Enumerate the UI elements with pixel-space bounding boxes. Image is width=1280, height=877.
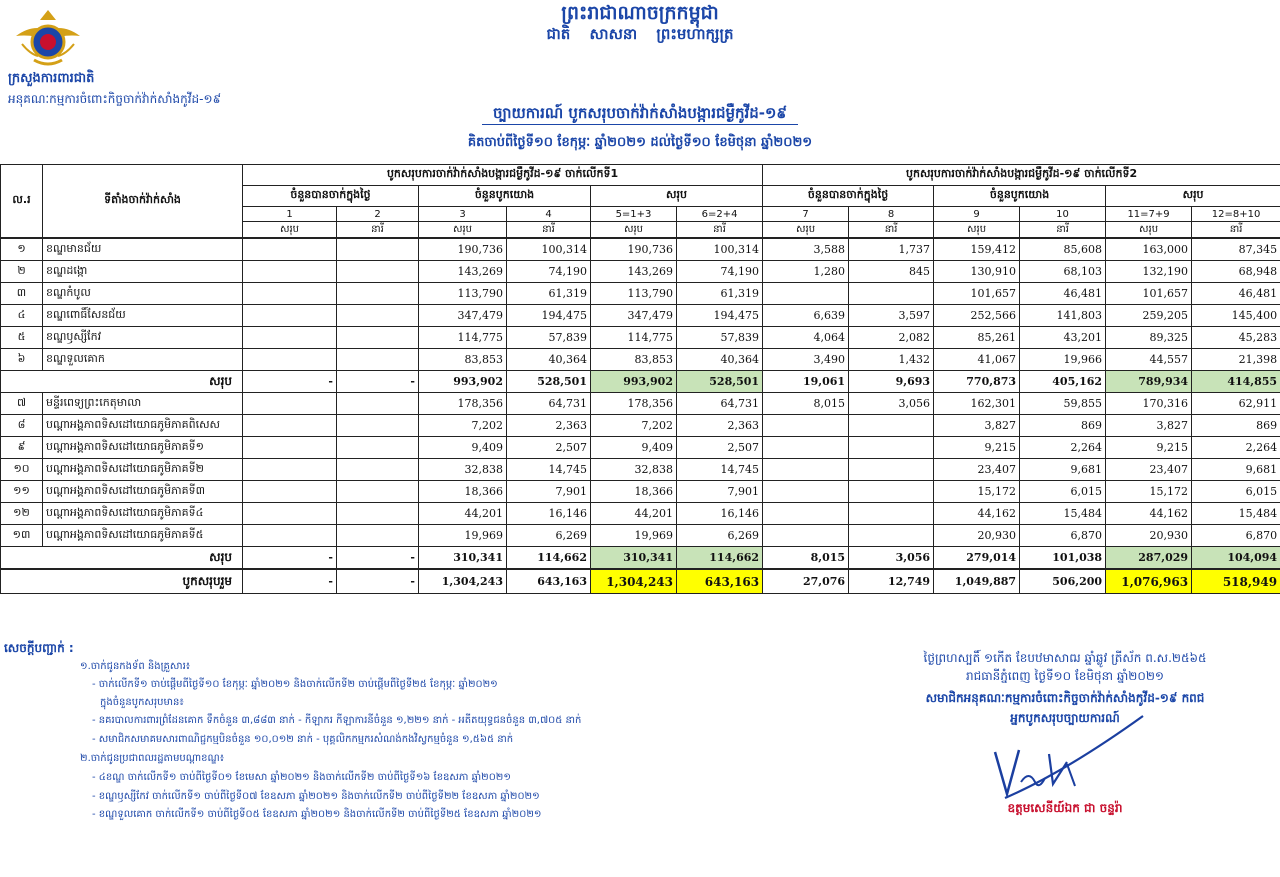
cell-value: 993,902 — [419, 371, 507, 393]
note-line: - ខណ្ឌឫស្សីកែវ ចាក់លើកទី១ ចាប់ពីថ្ងៃទី០៧ ខែឧសភា ឆ្នាំ២០២១ និងចាក់លើកទី២ ចាប់ពីថ្ងៃទី២២ ខែឧសភា ឆ្នាំ២០២១ — [92, 791, 540, 802]
cell-value: 44,162 — [934, 503, 1020, 525]
cell-value — [849, 415, 934, 437]
cell-value — [243, 525, 337, 547]
cell-value — [243, 503, 337, 525]
header-dose1: បូកសរុបការចាក់វ៉ាក់សាំងបង្ការជម្ងឺកូវីដ-១៩ ចាក់លើកទី1 — [243, 165, 763, 186]
cell-value — [337, 349, 419, 371]
cell-value: 1,076,963 — [1106, 569, 1192, 594]
row-number: ៦ — [1, 349, 43, 371]
cell-value: 1,432 — [849, 349, 934, 371]
cell-value: 3,597 — [849, 305, 934, 327]
table-row — [1, 283, 1280, 305]
cell-value: 9,409 — [419, 437, 507, 459]
row-number: ៣ — [1, 283, 43, 305]
cell-value: 15,172 — [1106, 481, 1192, 503]
cell-value: 104,094 — [1192, 547, 1280, 570]
row-place-name: បណ្ដាអង្គភាពទិសដៅយោធភូមិភាគទី១ — [43, 437, 243, 459]
title-underline — [482, 124, 798, 125]
cell-value: 2,264 — [1020, 437, 1106, 459]
cell-value: 2,363 — [507, 415, 591, 437]
table-row — [1, 327, 1280, 349]
grand-total-row — [1, 569, 1280, 594]
cell-value: 143,269 — [419, 261, 507, 283]
cell-value: 85,608 — [1020, 238, 1106, 261]
cell-value: 130,910 — [934, 261, 1020, 283]
header-dose1-total: សរុប — [591, 186, 763, 207]
cell-value: 14,745 — [677, 459, 763, 481]
cell-value — [849, 459, 934, 481]
cell-value: 190,736 — [419, 238, 507, 261]
header-dose2: បូកសរុបការចាក់វ៉ាក់សាំងបង្ការជម្ងឺកូវីដ-១៩ ចាក់លើកទី2 — [763, 165, 1280, 186]
cell-value — [763, 437, 849, 459]
cell-value: 2,264 — [1192, 437, 1280, 459]
cell-value: 1,304,243 — [419, 569, 507, 594]
cell-value: 23,407 — [1106, 459, 1192, 481]
cell-value: 83,853 — [591, 349, 677, 371]
cell-value: 43,201 — [1020, 327, 1106, 349]
lunar-date: ថ្ងៃព្រហស្បតិ៍ ១កើត ខែបឋមាសាឍ ឆ្នាំឆ្លូវ ត្រីស័ក ព.ស.២៥៦៥ — [923, 651, 1207, 665]
cell-value: 9,409 — [591, 437, 677, 459]
row-number: ៩ — [1, 437, 43, 459]
cell-value: 19,966 — [1020, 349, 1106, 371]
cell-value — [849, 283, 934, 305]
cell-value: 279,014 — [934, 547, 1020, 570]
cell-value: 1,737 — [849, 238, 934, 261]
note-line: - ចាក់លើកទី១ ចាប់ផ្ដើមពីថ្ងៃទី១០ ខែកុម្ភៈ ឆ្នាំ២០២១ និងចាក់លើកទី២ ចាប់ផ្ដើមពីថ្ងៃទី២៥ ខែកុម្ភៈ ឆ្នាំ២០២១ — [92, 679, 498, 690]
column-label: នារី — [1192, 222, 1280, 239]
cell-value: 32,838 — [419, 459, 507, 481]
cell-value: 19,969 — [419, 525, 507, 547]
subtotal-label: សរុប — [1, 371, 243, 393]
cell-value: 190,736 — [591, 238, 677, 261]
cell-value — [243, 349, 337, 371]
cell-value: 100,314 — [507, 238, 591, 261]
cell-value: 845 — [849, 261, 934, 283]
cell-value: 347,479 — [591, 305, 677, 327]
header-no: ល.រ — [1, 165, 43, 239]
cell-value — [337, 415, 419, 437]
cell-value: 6,015 — [1192, 481, 1280, 503]
column-number: 4 — [507, 207, 591, 222]
cell-value: 3,056 — [849, 393, 934, 415]
row-place-name: ខណ្ឌកំបូល — [43, 283, 243, 305]
cell-value — [763, 283, 849, 305]
cell-value: 16,146 — [677, 503, 763, 525]
cell-value: 8,015 — [763, 547, 849, 570]
cell-value: 62,911 — [1192, 393, 1280, 415]
note-line: - សមាជិកសមាគមសារពាណិជ្ជកម្មបិនចំនួន ១០,០១២ នាក់ - បុគ្គលិកកម្មករសំណង់កងវិស្វកម្មចំនួន ១,៥៦៥ នាក់ — [92, 734, 514, 745]
row-place-name: មន្ទីរពេទ្យព្រះកេតុមាលា — [43, 393, 243, 415]
cell-value: 3,056 — [849, 547, 934, 570]
cell-value: 770,873 — [934, 371, 1020, 393]
cell-value: 6,639 — [763, 305, 849, 327]
table-header — [1, 165, 1280, 239]
cell-value: 87,345 — [1192, 238, 1280, 261]
cell-value: 528,501 — [507, 371, 591, 393]
cell-value: 101,657 — [1106, 283, 1192, 305]
cell-value: 15,172 — [934, 481, 1020, 503]
table-row — [1, 305, 1280, 327]
cell-value: 114,775 — [419, 327, 507, 349]
cell-value: 143,269 — [591, 261, 677, 283]
cell-value: 194,475 — [507, 305, 591, 327]
kingdom-header — [0, 2, 1280, 44]
cell-value: 114,662 — [677, 547, 763, 570]
cell-value: 162,301 — [934, 393, 1020, 415]
cell-value — [337, 459, 419, 481]
cell-value: - — [337, 547, 419, 570]
cell-value: 643,163 — [677, 569, 763, 594]
row-place-name: ខណ្ឌមានជ័យ — [43, 238, 243, 261]
cell-value: - — [243, 371, 337, 393]
column-label: សរុប — [591, 222, 677, 239]
row-number: ៧ — [1, 393, 43, 415]
table-row — [1, 415, 1280, 437]
cell-value: 44,162 — [1106, 503, 1192, 525]
cell-value — [337, 503, 419, 525]
cell-value: 68,948 — [1192, 261, 1280, 283]
note-line: ២.ចាក់ជូនប្រជាពលរដ្ឋតាមបណ្ដាខណ្ឌ៖ — [80, 753, 225, 764]
column-number: 11=7+9 — [1106, 207, 1192, 222]
column-label: សរុប — [1106, 222, 1192, 239]
column-number: 7 — [763, 207, 849, 222]
cell-value: 32,838 — [591, 459, 677, 481]
column-number: 3 — [419, 207, 507, 222]
column-number: 2 — [337, 207, 419, 222]
column-number: 5=1+3 — [591, 207, 677, 222]
column-number: 6=2+4 — [677, 207, 763, 222]
ministry-name: ក្រសួងការពារជាតិ — [8, 71, 95, 86]
cell-value: 194,475 — [677, 305, 763, 327]
cell-value — [337, 481, 419, 503]
cell-value: 132,190 — [1106, 261, 1192, 283]
cell-value — [849, 437, 934, 459]
vaccination-report-table — [0, 164, 1280, 594]
cell-value — [763, 525, 849, 547]
cell-value: 7,202 — [419, 415, 507, 437]
cell-value: 61,319 — [507, 283, 591, 305]
cell-value: 44,201 — [419, 503, 507, 525]
table-row — [1, 525, 1280, 547]
cell-value: - — [243, 569, 337, 594]
cell-value: 170,316 — [1106, 393, 1192, 415]
cell-value: 68,103 — [1020, 261, 1106, 283]
cell-value: 3,588 — [763, 238, 849, 261]
column-label: សរុប — [934, 222, 1020, 239]
cell-value: 20,930 — [934, 525, 1020, 547]
cell-value: 74,190 — [507, 261, 591, 283]
row-place-name: ខណ្ឌពោធិ៍សែនជ័យ — [43, 305, 243, 327]
notes-title: សេចក្ដីបញ្ជាក់ : — [4, 641, 74, 655]
column-number: 12=8+10 — [1192, 207, 1280, 222]
signature-icon — [975, 712, 1150, 804]
signer-role: អ្នកបូកសរុបច្បាយការណ៍ — [1010, 711, 1120, 725]
header-dose1-cumulative: ចំនួនបូកយោង — [419, 186, 591, 207]
column-number: 1 — [243, 207, 337, 222]
note-line: - នគរបាលការពារព្រំដែនគោក ទឹកចំនួន ៣,៨៨៣ នាក់ - កីឡាករ កីឡាការនីចំនួន ១,២២១ នាក់ - អតីតយុទ្ធជនចំនួន ៣,៧០៥ នាក់ — [92, 715, 582, 726]
cell-value: 643,163 — [507, 569, 591, 594]
cell-value: 9,681 — [1192, 459, 1280, 481]
row-place-name: ខណ្ឌទួលគោក — [43, 349, 243, 371]
cell-value: 7,901 — [677, 481, 763, 503]
cell-value: 19,969 — [591, 525, 677, 547]
cell-value: 59,855 — [1020, 393, 1106, 415]
cell-value — [337, 327, 419, 349]
cell-value — [243, 437, 337, 459]
cell-value — [763, 481, 849, 503]
cell-value: 310,341 — [591, 547, 677, 570]
table-row — [1, 481, 1280, 503]
cell-value: 40,364 — [677, 349, 763, 371]
subtotal-row — [1, 371, 1280, 393]
cell-value — [337, 393, 419, 415]
cell-value: 6,269 — [507, 525, 591, 547]
cell-value — [243, 305, 337, 327]
cell-value: 14,745 — [507, 459, 591, 481]
cell-value: 2,363 — [677, 415, 763, 437]
cell-value: 61,319 — [677, 283, 763, 305]
cell-value: 2,507 — [677, 437, 763, 459]
cell-value: 44,201 — [591, 503, 677, 525]
cell-value: 7,901 — [507, 481, 591, 503]
cell-value: 40,364 — [507, 349, 591, 371]
cell-value — [337, 305, 419, 327]
cell-value: 347,479 — [419, 305, 507, 327]
subtotal-row — [1, 547, 1280, 570]
cell-value: 1,280 — [763, 261, 849, 283]
cell-value: 23,407 — [934, 459, 1020, 481]
cell-value: 83,853 — [419, 349, 507, 371]
cell-value: 46,481 — [1020, 283, 1106, 305]
cell-value: 113,790 — [419, 283, 507, 305]
table-row — [1, 437, 1280, 459]
row-number: ១១ — [1, 481, 43, 503]
cell-value: 310,341 — [419, 547, 507, 570]
row-number: ៨ — [1, 415, 43, 437]
cell-value — [337, 261, 419, 283]
cell-value: 100,314 — [677, 238, 763, 261]
cell-value — [337, 283, 419, 305]
cell-value: 114,662 — [507, 547, 591, 570]
column-number: 10 — [1020, 207, 1106, 222]
cell-value: 9,215 — [1106, 437, 1192, 459]
cell-value: 8,015 — [763, 393, 849, 415]
cell-value — [849, 503, 934, 525]
column-label: នារី — [677, 222, 763, 239]
cell-value: 869 — [1192, 415, 1280, 437]
subtotal-label: សរុប — [1, 547, 243, 570]
cell-value: 16,146 — [507, 503, 591, 525]
cell-value: 252,566 — [934, 305, 1020, 327]
cell-value: 15,484 — [1020, 503, 1106, 525]
note-line: - ៤ខណ្ឌ ចាក់លើកទី១ ចាប់ពីថ្ងៃទី០១ ខែមេសា ឆ្នាំ២០២១ និងចាក់លើកទី២ ចាប់ពីថ្ងៃទី១៦ ខែឧសភា ឆ្នាំ២០២១ — [92, 772, 511, 783]
cell-value: - — [337, 569, 419, 594]
row-place-name: បណ្ដាអង្គភាពទិសដៅយោធភូមិភាគទី៤ — [43, 503, 243, 525]
table-row — [1, 349, 1280, 371]
cell-value: 141,803 — [1020, 305, 1106, 327]
cell-value: 64,731 — [507, 393, 591, 415]
table-row — [1, 261, 1280, 283]
committee-name: អនុគណៈកម្មការចំពោះកិច្ចចាក់វ៉ាក់សាំងកូវីដ-១៩ — [8, 92, 222, 106]
signer-title: សមាជិកអនុគណៈកម្មការចំពោះកិច្ចចាក់វ៉ាក់សាំងកូវីដ-១៩ កពជ — [925, 691, 1205, 705]
kingdom-name: ព្រះរាជាណាចក្រកម្ពុជា — [561, 2, 719, 24]
table-row — [1, 459, 1280, 481]
cell-value — [243, 283, 337, 305]
signer-name: ឧត្តមសេនីយ៍ឯក ជា ចន្ទរ៉ា — [1007, 801, 1123, 815]
header-dose2-daily: ចំនួនបានចាក់ក្នុងថ្ងៃ — [763, 186, 934, 207]
cell-value: 18,366 — [419, 481, 507, 503]
cell-value: 57,839 — [507, 327, 591, 349]
column-label: សរុប — [763, 222, 849, 239]
header-dose2-total: សរុប — [1106, 186, 1280, 207]
cell-value — [849, 525, 934, 547]
report-period: គិតចាប់ពីថ្ងៃទី១០ ខែកុម្ភៈ ឆ្នាំ២០២១ ដល់ថ្ងៃទី១០ ខែមិថុនា ឆ្នាំ២០២១ — [467, 135, 813, 150]
row-number: ១២ — [1, 503, 43, 525]
cell-value — [243, 415, 337, 437]
row-number: ៤ — [1, 305, 43, 327]
cell-value: 7,202 — [591, 415, 677, 437]
cell-value: 9,681 — [1020, 459, 1106, 481]
cell-value — [337, 238, 419, 261]
table-body — [1, 238, 1280, 594]
cell-value: 6,015 — [1020, 481, 1106, 503]
header-dose1-daily: ចំនួនបានចាក់ក្នុងថ្ងៃ — [243, 186, 419, 207]
cell-value: 21,398 — [1192, 349, 1280, 371]
cell-value: 19,061 — [763, 371, 849, 393]
cell-value: 57,839 — [677, 327, 763, 349]
note-line: - ខណ្ឌទួលគោក ចាក់លើកទី១ ចាប់ពីថ្ងៃទី០៥ ខែឧសភា ឆ្នាំ២០២១ និងចាក់លើកទី២ ចាប់ពីថ្ងៃទី២៥ ខែឧសភា ឆ្នាំ២០២១ — [92, 809, 542, 820]
row-number: ១៣ — [1, 525, 43, 547]
column-label: សរុប — [243, 222, 337, 239]
row-place-name: បណ្ដាអង្គភាពទិសដៅយោធភូមិភាគទី២ — [43, 459, 243, 481]
cell-value: 6,870 — [1192, 525, 1280, 547]
ministry-emblem-icon — [12, 6, 84, 70]
cell-value: 3,827 — [934, 415, 1020, 437]
report-title: ច្បាយការណ៍ បូកសរុបចាក់វ៉ាក់សាំងបង្ការជម្ងឺកូវីដ-១៩ — [492, 104, 788, 122]
cell-value: 145,400 — [1192, 305, 1280, 327]
cell-value: 414,855 — [1192, 371, 1280, 393]
cell-value — [243, 481, 337, 503]
cell-value: 163,000 — [1106, 238, 1192, 261]
row-place-name: បណ្ដាអង្គភាពទិសដៅយោធភូមិភាគទី៥ — [43, 525, 243, 547]
cell-value: - — [243, 547, 337, 570]
cell-value — [763, 459, 849, 481]
column-number: 9 — [934, 207, 1020, 222]
cell-value: 9,215 — [934, 437, 1020, 459]
cell-value — [243, 261, 337, 283]
table-row — [1, 503, 1280, 525]
cell-value: 789,934 — [1106, 371, 1192, 393]
column-number: 8 — [849, 207, 934, 222]
column-label: សរុប — [419, 222, 507, 239]
report-date: រាជធានីភ្នំពេញ ថ្ងៃទី១០ ខែមិថុនា ឆ្នាំ២០២១ — [965, 669, 1165, 683]
cell-value: 178,356 — [591, 393, 677, 415]
row-place-name: បណ្ដាអង្គភាពទិសដៅយោធភូមិភាគពិសេស — [43, 415, 243, 437]
cell-value: 1,049,887 — [934, 569, 1020, 594]
cell-value — [243, 327, 337, 349]
cell-value: 2,082 — [849, 327, 934, 349]
row-place-name: ខណ្ឌដង្កោ — [43, 261, 243, 283]
national-motto: ជាតិ សាសនា ព្រះមហាក្សត្រ — [546, 25, 734, 43]
cell-value: 44,557 — [1106, 349, 1192, 371]
cell-value: 993,902 — [591, 371, 677, 393]
table-row — [1, 393, 1280, 415]
header-place: ទីតាំងចាក់វ៉ាក់សាំង — [43, 165, 243, 239]
cell-value — [337, 437, 419, 459]
cell-value — [243, 393, 337, 415]
note-line: ក្នុងចំនួនបូកសរុបមាន៖ — [100, 697, 184, 708]
cell-value: 518,949 — [1192, 569, 1280, 594]
cell-value: 159,412 — [934, 238, 1020, 261]
cell-value: 46,481 — [1192, 283, 1280, 305]
cell-value: 85,261 — [934, 327, 1020, 349]
cell-value: - — [337, 371, 419, 393]
row-number: ៥ — [1, 327, 43, 349]
note-line: ១.ចាក់ជូនកងទ័ព និងគ្រួសារ៖ — [80, 661, 191, 672]
row-place-name: បណ្ដាអង្គភាពទិសដៅយោធភូមិភាគទី៣ — [43, 481, 243, 503]
cell-value: 259,205 — [1106, 305, 1192, 327]
cell-value: 15,484 — [1192, 503, 1280, 525]
cell-value: 405,162 — [1020, 371, 1106, 393]
column-label: នារី — [337, 222, 419, 239]
cell-value: 12,749 — [849, 569, 934, 594]
cell-value — [763, 415, 849, 437]
cell-value: 178,356 — [419, 393, 507, 415]
cell-value: 3,827 — [1106, 415, 1192, 437]
cell-value: 101,657 — [934, 283, 1020, 305]
cell-value: 869 — [1020, 415, 1106, 437]
table-row — [1, 238, 1280, 261]
column-label: នារី — [507, 222, 591, 239]
row-number: ១ — [1, 238, 43, 261]
cell-value — [243, 238, 337, 261]
cell-value — [849, 481, 934, 503]
column-label: នារី — [1020, 222, 1106, 239]
cell-value: 6,870 — [1020, 525, 1106, 547]
cell-value — [337, 525, 419, 547]
cell-value: 4,064 — [763, 327, 849, 349]
cell-value: 1,304,243 — [591, 569, 677, 594]
cell-value: 64,731 — [677, 393, 763, 415]
cell-value: 506,200 — [1020, 569, 1106, 594]
cell-value: 101,038 — [1020, 547, 1106, 570]
cell-value: 20,930 — [1106, 525, 1192, 547]
cell-value — [243, 459, 337, 481]
column-label: នារី — [849, 222, 934, 239]
cell-value: 9,693 — [849, 371, 934, 393]
row-number: ២ — [1, 261, 43, 283]
cell-value: 113,790 — [591, 283, 677, 305]
cell-value: 6,269 — [677, 525, 763, 547]
header-dose2-cumulative: ចំនួនបូកយោង — [934, 186, 1106, 207]
grand-total-label: បូកសរុបរួម — [1, 569, 243, 594]
cell-value: 2,507 — [507, 437, 591, 459]
cell-value: 89,325 — [1106, 327, 1192, 349]
cell-value: 287,029 — [1106, 547, 1192, 570]
cell-value: 3,490 — [763, 349, 849, 371]
cell-value: 528,501 — [677, 371, 763, 393]
row-place-name: ខណ្ឌឫស្សីកែវ — [43, 327, 243, 349]
cell-value: 74,190 — [677, 261, 763, 283]
row-number: ១០ — [1, 459, 43, 481]
cell-value — [763, 503, 849, 525]
cell-value: 27,076 — [763, 569, 849, 594]
cell-value: 18,366 — [591, 481, 677, 503]
cell-value: 41,067 — [934, 349, 1020, 371]
cell-value: 45,283 — [1192, 327, 1280, 349]
cell-value: 114,775 — [591, 327, 677, 349]
